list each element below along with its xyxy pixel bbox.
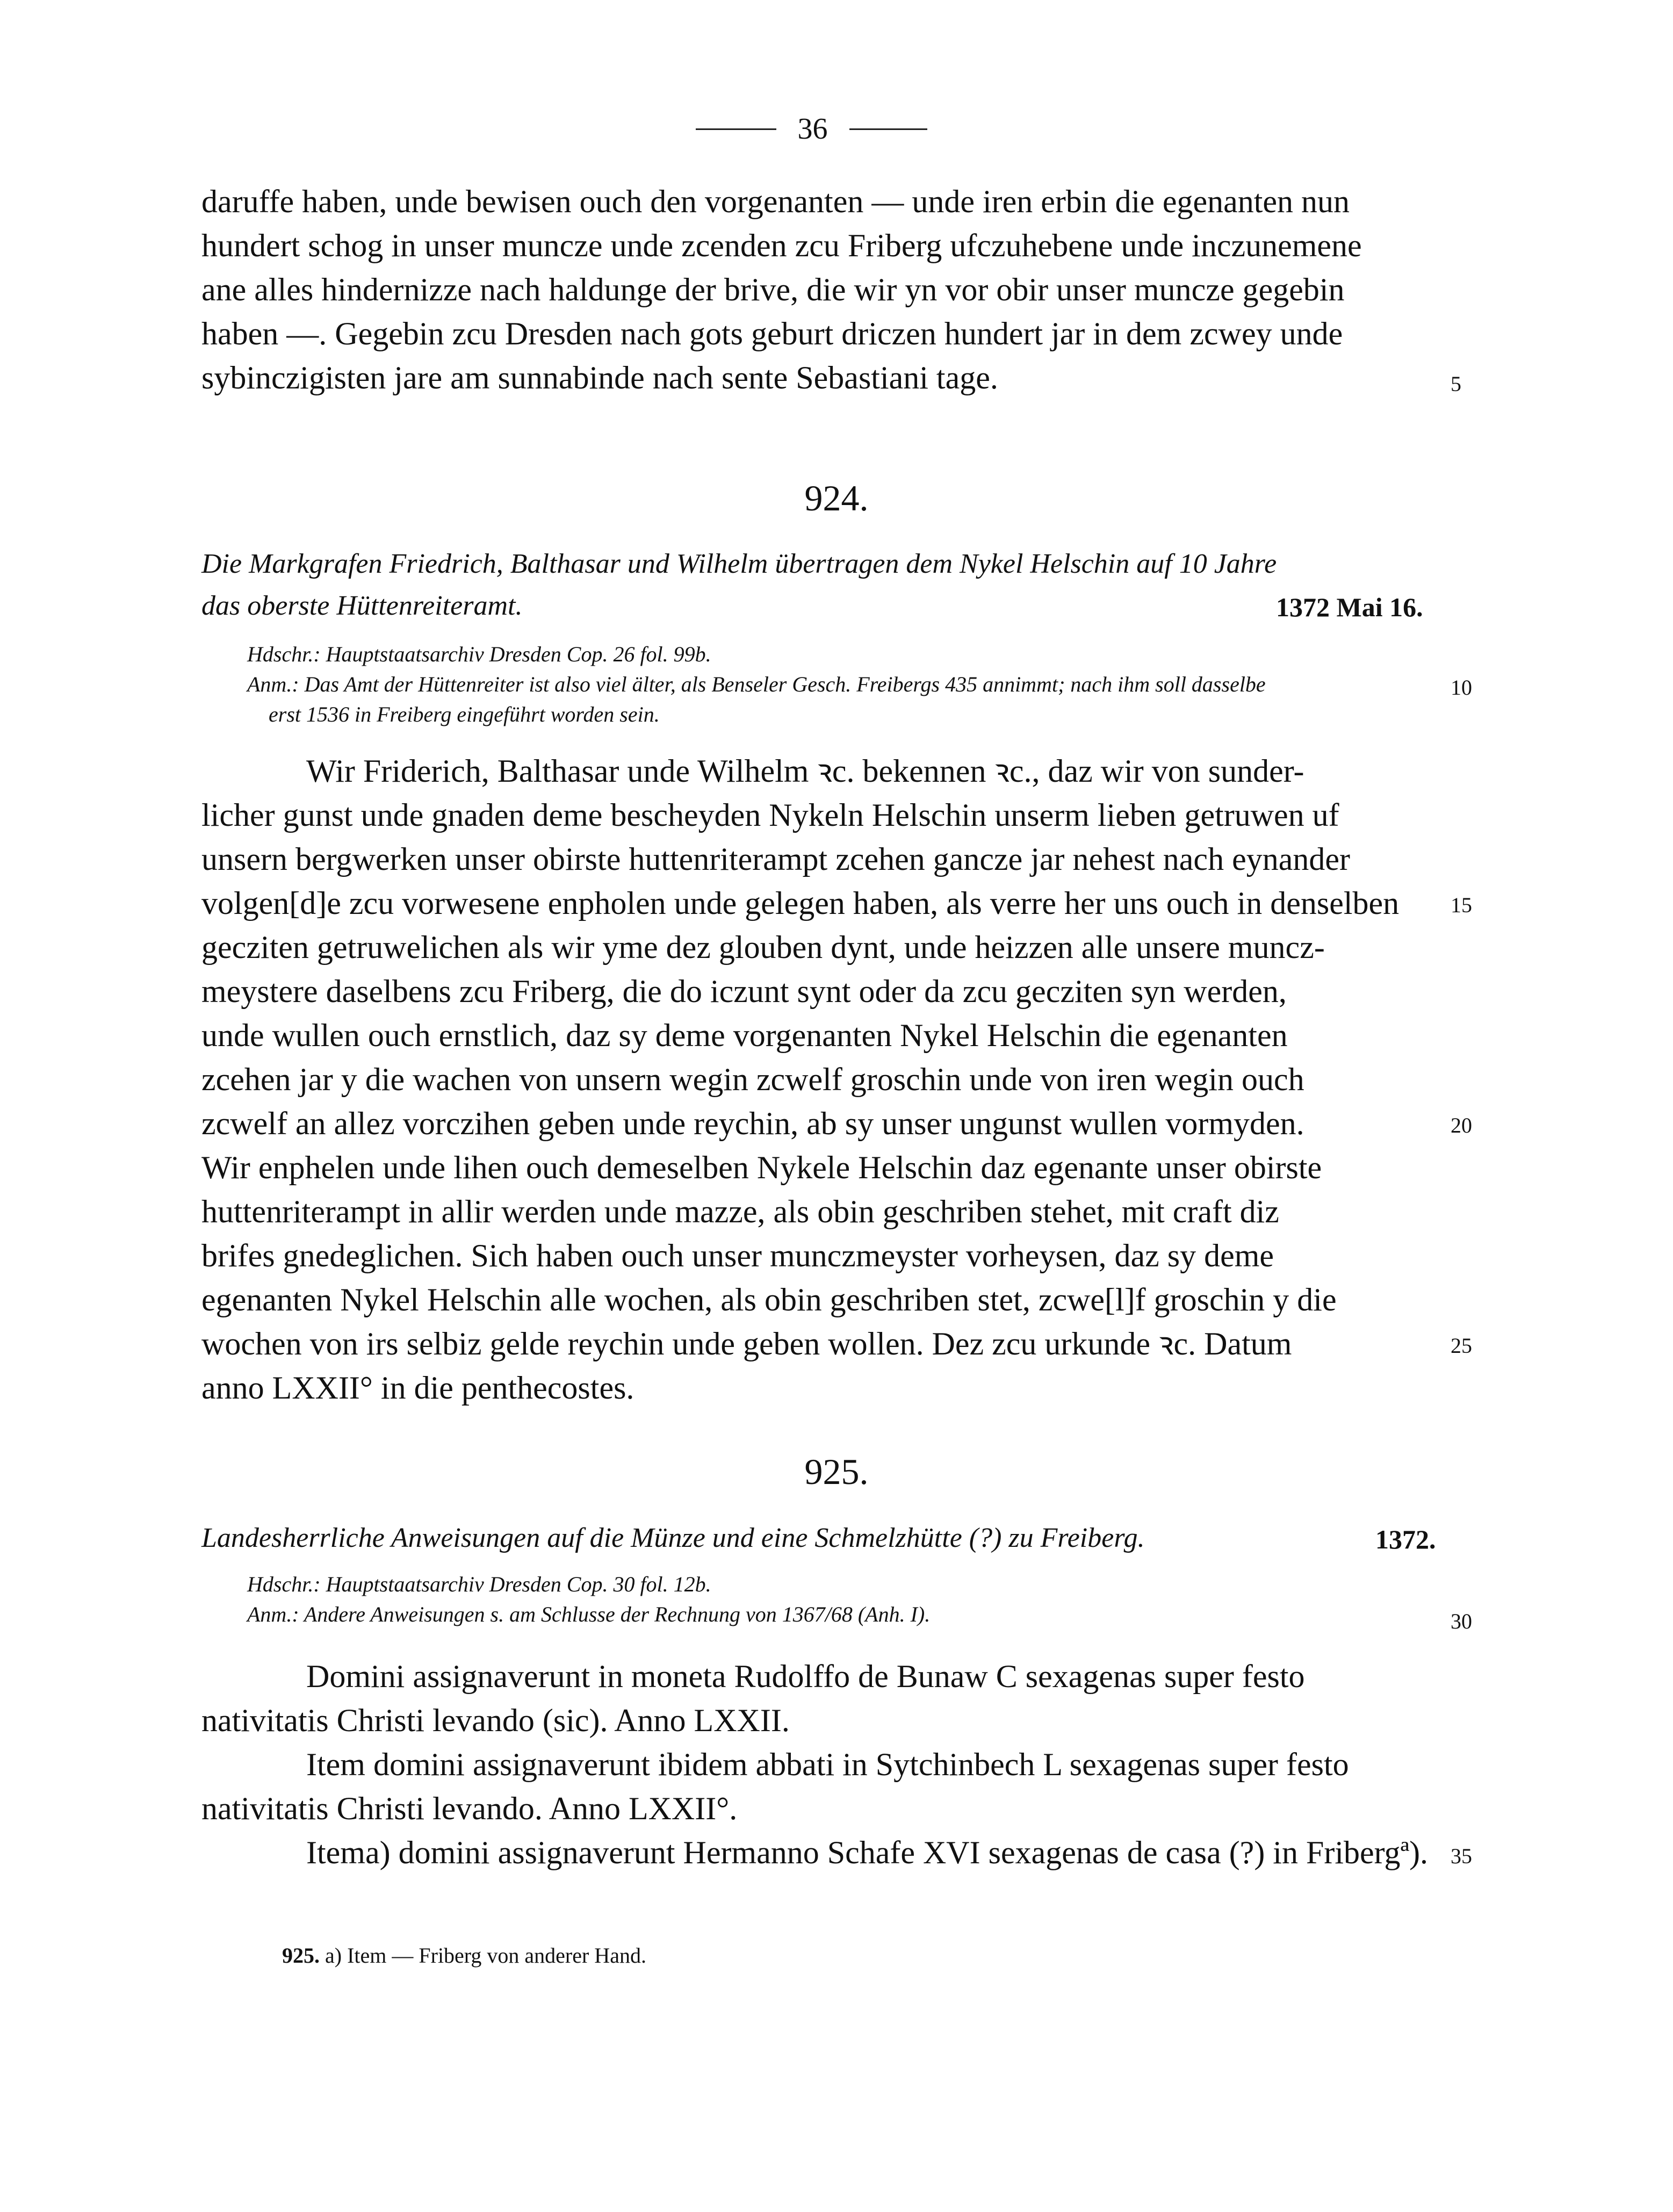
- margin-line-number: 5: [1451, 372, 1461, 396]
- margin-line-number: 20: [1451, 1113, 1472, 1137]
- text-line: Itema) domini assignaverunt Hermanno Schafe XVI sexagenas de casa (?) in Fribergª).: [306, 1835, 1429, 1870]
- text-line: hundert schog in unser muncze unde zcenden zcu Friberg ufczuhebene unde inczunemene: [201, 228, 1362, 263]
- regest-924-cont: das oberste Hüttenreiteramt.: [201, 590, 523, 621]
- text-line: sybinczigisten jare am sunnabinde nach sente Sebastiani tage.: [201, 360, 998, 395]
- margin-line-number: 35: [1451, 1844, 1472, 1868]
- footnote-text: a) Item — Friberg von anderer Hand.: [325, 1943, 646, 1968]
- text-line: wochen von irs selbiz gelde reychin unde geben wollen. Dez zcu urkunde ꝛc. Datum: [201, 1326, 1292, 1361]
- text-line: meystere daselbens zcu Friberg, die do iczunt synt oder da zcu gecziten syn werden,: [201, 974, 1287, 1009]
- text-line: Wir enphelen unde lihen ouch demeselben Nykele Helschin daz egenante unser obirste: [201, 1150, 1322, 1185]
- text-line: zcehen jar y die wachen von unsern wegin zcwelf groschin unde von iren wegin ouch: [201, 1062, 1304, 1097]
- text-line: zcwelf an allez vorczihen geben unde reychin, ab sy unser ungunst wullen vormyden.: [201, 1106, 1304, 1141]
- text-line: haben —. Gegebin zcu Dresden nach gots geburt driczen hundert jar in dem zcwey unde: [201, 316, 1343, 351]
- annotation-note: Anm.: Andere Anweisungen s. am Schlusse der Rechnung von 1367/68 (Anh. I).: [247, 1602, 931, 1626]
- footnote-reference: 925.: [282, 1943, 320, 1968]
- margin-line-number: 30: [1451, 1609, 1472, 1633]
- margin-line-number: 15: [1451, 893, 1472, 917]
- text-line: nativitatis Christi levando. Anno LXXII°.: [201, 1791, 738, 1826]
- text-line: Item domini assignaverunt ibidem abbati in Sytchinbech L sexagenas super festo: [306, 1747, 1349, 1782]
- text-line: volgen[d]e zcu vorwesene enpholen unde gelegen haben, als verre her uns ouch in denselben: [201, 885, 1400, 921]
- document-number-925: 925.: [804, 1451, 869, 1492]
- header-rule-left: [696, 128, 776, 130]
- annotation-note-cont: erst 1536 in Freiberg eingeführt worden sein.: [269, 702, 660, 726]
- annotation-note: Anm.: Das Amt der Hüttenreiter ist also viel älter, als Benseler Gesch. Freibergs 435 annimmt; nach ihm soll dasselbe: [247, 672, 1266, 696]
- text-line: egenanten Nykel Helschin alle wochen, als obin geschriben stet, zcwe[l]f groschin y die: [201, 1282, 1337, 1317]
- manuscript-note: Hdschr.: Hauptstaatsarchiv Dresden Cop. 30 fol. 12b.: [247, 1572, 711, 1596]
- text-line: Wir Friderich, Balthasar unde Wilhelm ꝛc. bekennen ꝛc., daz wir von sunder-: [306, 753, 1304, 789]
- footnote: [282, 1944, 646, 1968]
- text-line: Domini assignaverunt in moneta Rudolffo de Bunaw C sexagenas super festo: [306, 1659, 1305, 1694]
- text-line: licher gunst unde gnaden deme bescheyden Nykeln Helschin unserm lieben getruwen uf: [201, 797, 1339, 833]
- page-number: 36: [797, 112, 828, 146]
- regest-924: Die Markgrafen Friedrich, Balthasar und Wilhelm übertragen dem Nykel Helschin auf 10 Jahre: [201, 549, 1277, 579]
- page-header: [672, 110, 951, 148]
- text-line: huttenriterampt in allir werden unde mazze, als obin geschriben stehet, mit craft diz: [201, 1194, 1279, 1229]
- text-line: nativitatis Christi levando (sic). Anno LXXII.: [201, 1703, 790, 1738]
- margin-line-number: 10: [1451, 675, 1472, 700]
- date-924: 1372 Mai 16.: [1276, 592, 1423, 622]
- manuscript-note: Hdschr.: Hauptstaatsarchiv Dresden Cop. 26 fol. 99b.: [247, 642, 711, 666]
- text-line: daruffe haben, unde bewisen ouch den vorgenanten — unde iren erbin die egenanten nun: [201, 184, 1350, 219]
- margin-line-number: 25: [1451, 1334, 1472, 1358]
- text-line: gecziten getruwelichen als wir yme dez glouben dynt, unde heizzen alle unsere muncz-: [201, 930, 1325, 965]
- regest-925: Landesherrliche Anweisungen auf die Münze und eine Schmelzhütte (?) zu Freiberg.: [201, 1523, 1145, 1553]
- text-line: anno LXXII° in die penthecostes.: [201, 1370, 634, 1406]
- document-number-924: 924.: [804, 478, 869, 518]
- header-rule-right: [849, 128, 927, 130]
- text-line: unsern bergwerken unser obirste huttenriterampt zcehen gancze jar nehest nach eynander: [201, 841, 1350, 877]
- text-line: unde wullen ouch ernstlich, daz sy deme vorgenanten Nykel Helschin die egenanten: [201, 1018, 1288, 1053]
- text-line: brifes gnedeglichen. Sich haben ouch unser munczmeyster vorheysen, daz sy deme: [201, 1238, 1274, 1273]
- date-925: 1372.: [1375, 1524, 1436, 1554]
- text-line: ane alles hindernizze nach haldunge der brive, die wir yn vor obir unser muncze gegebin: [201, 272, 1345, 307]
